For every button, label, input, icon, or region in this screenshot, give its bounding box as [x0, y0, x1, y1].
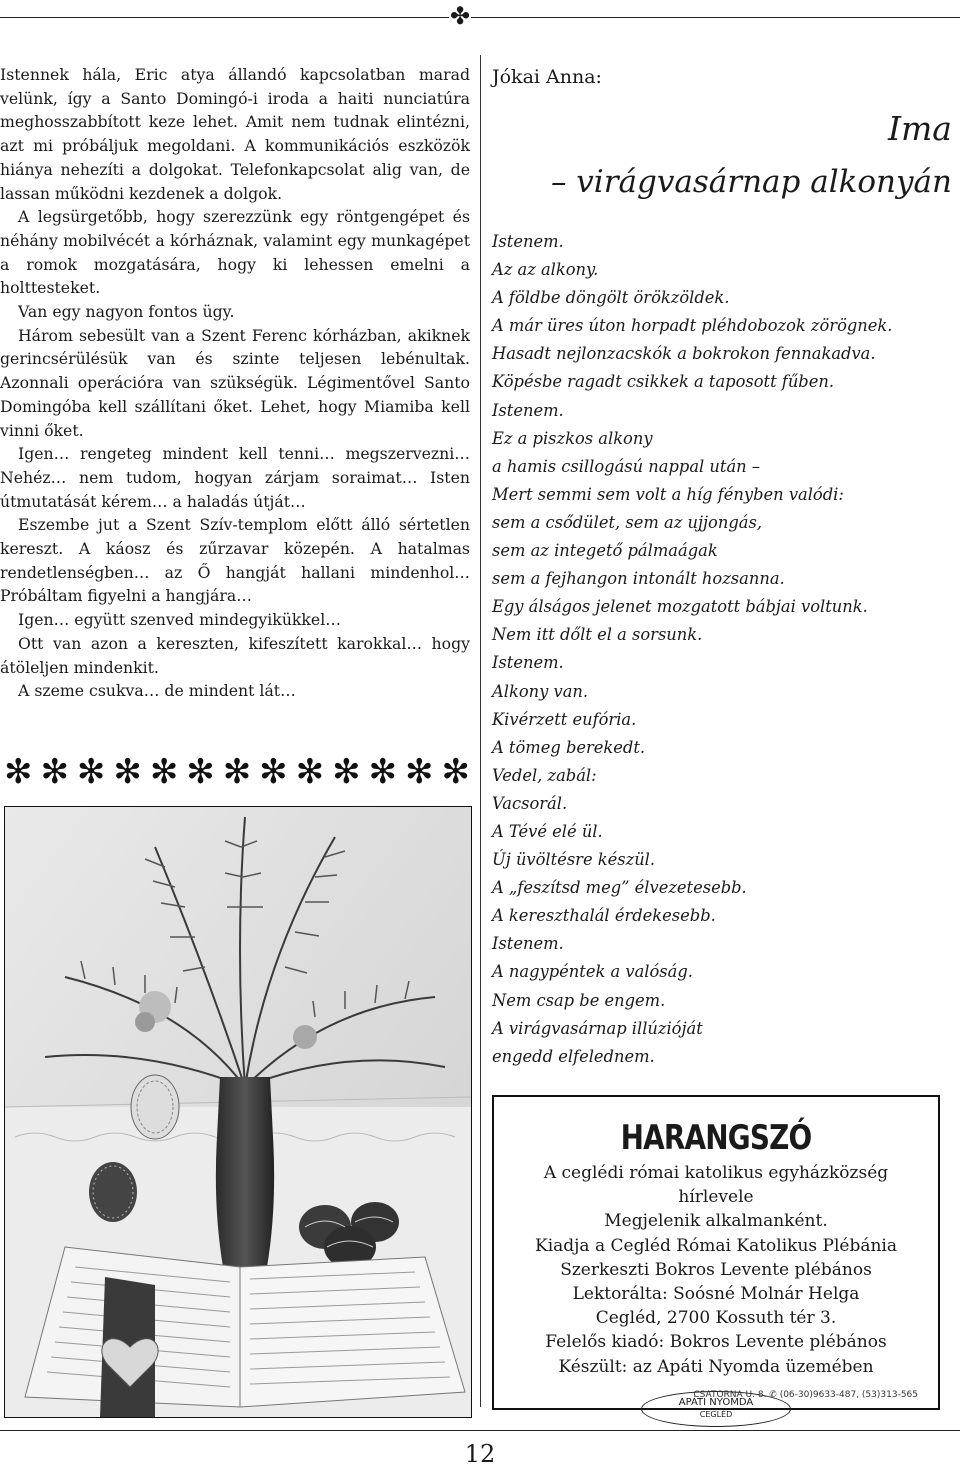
- star-icon: ✻: [404, 752, 434, 792]
- bottom-rule: [0, 1430, 960, 1431]
- star-icon: ✻: [222, 752, 252, 792]
- poem-line: Nem csap be engem.: [492, 990, 666, 1010]
- paragraph: Eszembe jut a Szent Szív-templom előtt álló sértetlen kereszt. A káosz és zűrzavar közepén. A hatalmas rendetlenségben… az Ő hangját hallani mindenhol… Próbáltam figyelni a hangjára…: [0, 515, 470, 606]
- poem-line: sem a fejhangon intonált hozsanna.: [492, 569, 785, 589]
- top-rule: [0, 17, 960, 18]
- poem-line: A már üres úton horpadt pléhdobozok zörögnek.: [492, 316, 893, 336]
- poem-line: Vacsorál.: [492, 793, 568, 813]
- poem-line: sem az integető pálmaágak: [492, 541, 718, 561]
- poem-line: a hamis csillogású nappal után –: [492, 456, 760, 476]
- colophon-line: Felelős kiadó: Bokros Levente plébános: [545, 1332, 887, 1353]
- poem-line: Istenem.: [492, 653, 564, 673]
- poem-line: A Tévé elé ül.: [492, 821, 603, 841]
- star-icon: ✻: [186, 752, 215, 792]
- poem-line: Kivérzett eufória.: [492, 709, 637, 729]
- poem-line: A tömeg berekedt.: [492, 737, 646, 757]
- newsletter-title: HARANGSZÓ: [620, 1118, 812, 1158]
- poem-line: Istenem.: [492, 400, 564, 420]
- poem-subtitle: – virágvasárnap alkonyán: [550, 164, 952, 200]
- poem-line: Hasadt nejlonzacskók a bokrokon fennakadva.: [492, 344, 876, 364]
- poem-line: A kereszthalál érdekesebb.: [492, 906, 716, 926]
- poem-line: Istenem.: [492, 934, 564, 954]
- colophon-box: [492, 1095, 940, 1419]
- article-text: [0, 63, 470, 703]
- star-icon: ✻: [368, 752, 398, 792]
- poem-line: Az az alkony.: [492, 260, 599, 280]
- page-number: 12: [464, 1440, 496, 1468]
- poem-line: Köpésbe ragadt csikkek a taposott fűben.: [492, 372, 835, 392]
- paragraph: A legsürgetőbb, hogy szerezzünk egy röntgengépet és néhány mobilvécét a kórháznak, valamint egy munkagépet a romok mozgatására, hogy ki lehessen emelni a holttesteket.: [0, 207, 470, 298]
- star-divider: [4, 752, 470, 792]
- star-icon: ✻: [259, 752, 288, 792]
- logo-text: APÁTI NYOMDA: [678, 1396, 754, 1408]
- star-icon: ✻: [149, 752, 179, 792]
- poem-title: Ima: [887, 109, 952, 148]
- paragraph: A szeme csukva… de mindent lát…: [18, 681, 296, 701]
- paragraph: Három sebesült van a Szent Ferenc kórházban, akiknek gerincsérülésük van és szinte teljesen lebénultak. Azonnali operációra van szükségük. Légimentővel Santo Domingóba kell szállítani őket. Lehet, hogy Miamiba kell vinni őket.: [0, 325, 470, 440]
- column-divider: [480, 55, 481, 1407]
- poem-line: A virágvasárnap illúzióját: [492, 1018, 703, 1038]
- star-icon: ✻: [113, 752, 142, 792]
- colophon-line: Lektorálta: Soósné Molnár Helga: [572, 1284, 860, 1305]
- poem-line: Egy álságos jelenet mozgatott bábjai voltunk.: [492, 597, 868, 617]
- star-icon: ✻: [332, 752, 361, 792]
- paragraph: Van egy nagyon fontos ügy.: [18, 302, 235, 322]
- poem-line: Mert semmi sem volt a híg fényben valódi:: [492, 484, 844, 504]
- paragraph: Igen… együtt szenved mindegyikükkel…: [18, 610, 341, 630]
- colophon-line: Cegléd, 2700 Kossuth tér 3.: [595, 1308, 837, 1329]
- paragraph: Ott van azon a kereszten, kifeszített karokkal… hogy átöleljen mindenkit.: [0, 633, 470, 677]
- colophon-line: Kiadja a Cegléd Római Katolikus Plébánia: [535, 1235, 897, 1256]
- colophon-line: Megjelenik alkalmanként.: [604, 1211, 828, 1232]
- poem-line: Nem itt dőlt el a sorsunk.: [492, 625, 703, 645]
- star-icon: ✻: [40, 752, 69, 792]
- poem-line: Vedel, zabál:: [492, 765, 597, 785]
- colophon-line: hírlevele: [678, 1187, 754, 1208]
- poem-line: Új üvöltésre készül.: [492, 850, 656, 870]
- colophon-line: Szerkeszti Bokros Levente plébános: [560, 1259, 872, 1280]
- colophon-line: Készült: az Apáti Nyomda üzemében: [558, 1356, 874, 1377]
- poem-line: engedd elfelednem.: [492, 1046, 655, 1066]
- colophon-line: A ceglédi római katolikus egyházközség: [543, 1163, 889, 1183]
- poem-body: [492, 228, 958, 1071]
- poem-author: Jókai Anna:: [492, 66, 602, 88]
- poem-line: Ez a piszkos alkony: [492, 428, 653, 448]
- star-icon: ✻: [4, 752, 33, 792]
- poem-line: Alkony van.: [492, 681, 589, 701]
- poem-line: A földbe döngölt örökzöldek.: [492, 288, 730, 308]
- star-icon: ✻: [76, 752, 106, 792]
- printer-contact: CSATORNA U. 8. ✆ (06-30)9633-487, (53)313-565: [693, 1390, 918, 1400]
- star-icon: ✻: [441, 752, 470, 792]
- paragraph: Igen… rengeteg mindent kell tenni… megszervezni… Nehéz… nem tudom, hogyan zárjam soraimat… Isten útmutatását kérem… a haladás útját…: [0, 444, 470, 511]
- poem-line: A nagypéntek a valóság.: [492, 962, 693, 982]
- poem-line: A „feszítsd meg” élvezetesebb.: [492, 878, 747, 898]
- ornament-icon: ✤: [449, 2, 471, 30]
- star-icon: ✻: [295, 752, 325, 792]
- poem-line: sem a csődület, sem az ujjongás,: [492, 512, 763, 532]
- paragraph: Istennek hála, Eric atya állandó kapcsolatban marad velünk, így a Santo Domingó-i iroda a haiti nunciatúra meghosszabbított keze lehet. Amit nem tudnak elintézni, azt mi próbáljuk megoldani. A kommunikációs eszközök hiánya nehezíti a dolgokat. Telefonkapcsolat alig van, de lassan működni kezdenek a dolgok.: [0, 65, 470, 203]
- logo-subtext: CEGLÉD: [699, 1409, 733, 1419]
- easter-still-life-photo: [4, 806, 472, 1418]
- poem-line: Istenem.: [492, 232, 564, 251]
